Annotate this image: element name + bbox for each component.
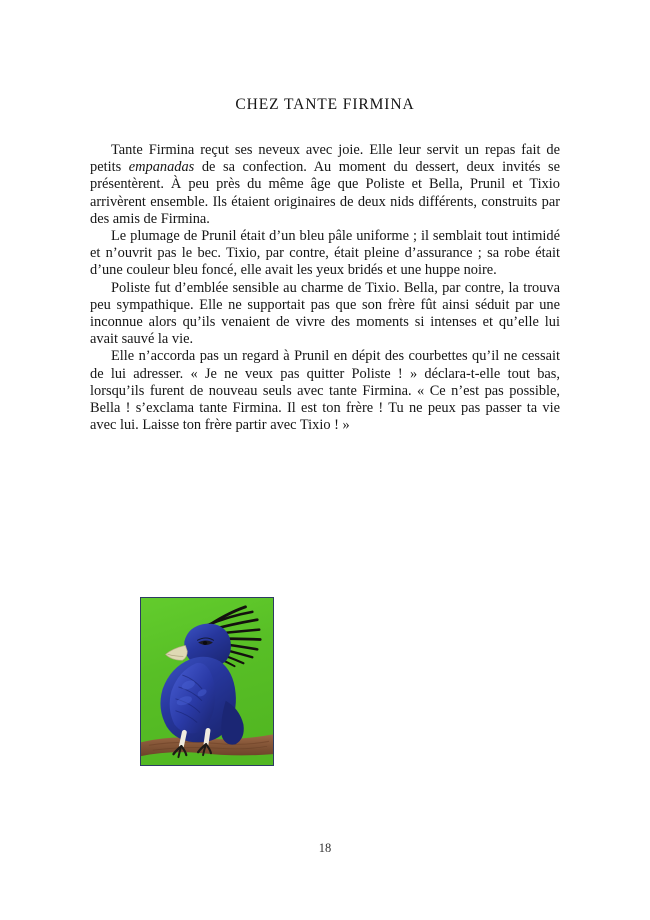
paragraph: Le plumage de Prunil était d’un bleu pâle uniforme ; il semblait tout intimidé et n’ouvrit pas le bec. Tixio, par contre, était pleine d’assurance ; sa robe était d’une couleur bleu foncé, elle avait les yeux bridés et une huppe noire. bbox=[90, 228, 560, 279]
body-text-block bbox=[90, 142, 560, 434]
paragraph: Elle n’accorda pas un regard à Prunil en dépit des courbettes qu’il ne cessait de lui adresser. « Je ne veux pas quitter Poliste ! » déclara-t-elle tout bas, lorsqu’ils furent de nouveau seuls avec tante Firmina. « Ce n’est pas possible, Bella ! s’exclama tante Firmina. Il est ton frère ! Tu ne peux pas passer ta vie avec lui. Laisse ton frère partir avec Tixio ! » bbox=[90, 348, 560, 434]
italic-term: empanadas bbox=[128, 159, 195, 176]
paragraph: Tante Firmina reçut ses neveux avec joie. Elle leur servit un repas fait de petits empanadas de sa confection. Au moment du dessert, deux invités se présentèrent. À peu près du même âge que Poliste et Bella, Prunil et Tixio arrivèrent ensemble. Ils étaient originaires de deux nids différents, construits par des amis de Firmina. bbox=[90, 142, 560, 227]
page-title: CHEZ TANTE FIRMINA bbox=[235, 96, 415, 113]
page-number: 18 bbox=[318, 841, 332, 855]
bird-illustration bbox=[140, 597, 274, 766]
paragraph: Poliste fut d’emblée sensible au charme de Tixio. Bella, par contre, la trouva peu sympathique. Elle ne supportait pas que son frère fût ainsi séduit par une inconnue alors qu’ils venaient de vivre des moments si intenses et qu’elle lui avait sauvé la vie. bbox=[90, 279, 560, 348]
bird-illustration-artwork bbox=[141, 598, 273, 765]
